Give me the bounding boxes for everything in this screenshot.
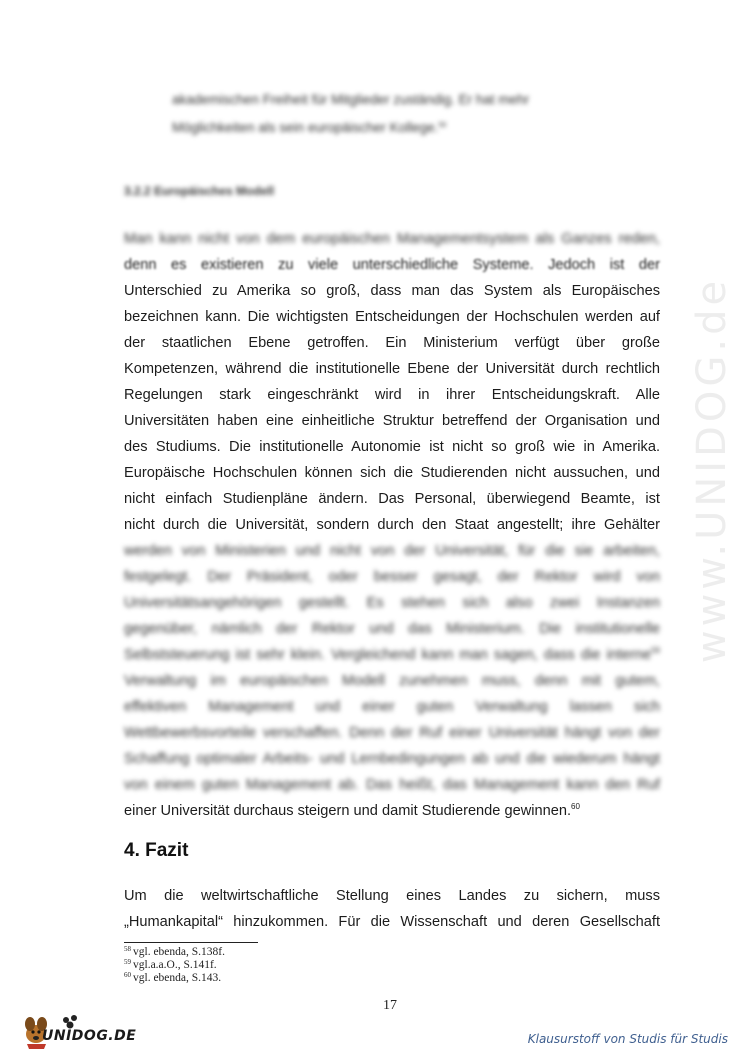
logo-text: UNIDOG.DE <box>42 1028 137 1044</box>
body-line: einer Universität durchaus steigern und damit Studierende gewinnen.$^{60}$ <box>124 802 580 819</box>
footnote-ref-59: 59 <box>651 646 660 655</box>
body-line: Universitätsangehörigen gestellt. Es stehen sich also zwei Instanzen <box>124 595 660 611</box>
body-line: bezeichnen kann. Die wichtigsten Entscheidungen der Hochschulen werden auf <box>124 309 660 325</box>
footnote-ref-58: 58 <box>438 122 447 129</box>
footnotes <box>124 946 225 985</box>
body-line: festgelegt. Der Präsident, oder besser gesagt, der Rektor wird von <box>124 569 660 585</box>
body-line: Um die weltwirtschaftliche Stellung eines Landes zu sichern, muss <box>124 888 660 904</box>
body-line: Europäische Hochschulen können sich die Studierenden nicht aussuchen, und <box>124 465 660 481</box>
footnote-59: $^{59}$ vgl.a.a.O., S.141f. <box>124 958 217 971</box>
body-line: nicht einfach Studienpläne ändern. Das Personal, überwiegend Beamte, ist <box>124 491 660 507</box>
intro-line-2: Möglichkeiten als sein europäischer Kollege.$^{58}$ <box>172 120 447 135</box>
page-number: 17 <box>383 998 397 1013</box>
footnote-60: $^{60}$ vgl. ebenda, S.143. <box>124 971 222 984</box>
body-line: Universitäten haben eine einheitliche Struktur betreffend der Organisation und <box>124 413 660 429</box>
body-line: Unterschied zu Amerika so groß, dass man das System als Europäisches <box>124 283 660 299</box>
body-line: nicht durch die Universität, sondern durch den Staat angestellt; ihre Gehälter <box>124 517 660 533</box>
body-line: des Studiums. Die institutionelle Autonomie ist nicht so groß wie in Amerika. <box>124 439 660 455</box>
body-line: von einem guten Management ab. Das heißt, das Management kann den Ruf <box>124 777 660 793</box>
footer-tagline: Klausurstoff von Studis für Studis <box>527 1032 728 1046</box>
body-line: Regelungen stark eingeschränkt wird in ihrer Entscheidungskraft. Alle <box>124 387 660 403</box>
footnote-58: $^{58}$ vgl. ebenda, S.138f. <box>124 945 225 958</box>
section-4-body <box>124 883 660 935</box>
section-3-2-2-body <box>124 226 660 824</box>
body-line: gegenüber, nämlich der Rektor und das Ministerium. Die institutionelle <box>124 621 660 637</box>
body-line: denn es existieren zu viele unterschiedliche Systeme. Jedoch ist der <box>124 257 660 273</box>
body-line: werden von Ministerien und nicht von der Universität, für die sie arbeiten, <box>124 543 660 559</box>
body-line: Man kann nicht von dem europäischen Managementsystem als Ganzes reden, <box>124 231 660 247</box>
section-heading-4: 4. Fazit <box>124 840 189 861</box>
intro-line-1: akademischen Freiheit für Mitglieder zuständig. Er hat mehr <box>172 92 530 107</box>
document-page: www.UNIDOG.de akademischen Freiheit für Mitglieder zuständig. Er hat mehr Möglichkeiten als sein europäischer Kollege.$^{58}$ 3.2.2 Europäisches Modell Man kann nicht von dem europäischen Managementsystem als Ganzes reden, denn es existieren zu viele unterschiedliche Systeme. Jedoch ist der Unterschied zu Amerika so groß, dass man das System als Europäisches bezeichnen kann. Die wichtigsten Entscheidungen der Hochschulen werden auf der staatlichen Ebene getroffen. Ein Ministerium verfügt über große Kompetenzen, während die institutionelle Ebene der Universität durch rechtlich Regelungen stark eingeschränkt wird in ihrer Entscheidungskraft. Alle Universitäten haben eine einheitliche Struktur betreffend der Organisation und des Studiums. Die institutionelle Autonomie ist nicht so groß wie in Amerika. Europäische Hochschulen können sich die Studierenden nicht aussuchen, und nicht einfach Studienpläne ändern. Das Personal, überwiegend Beamte, ist nicht durch die Universität, sondern durch den Staat angestellt; ihre Gehälter werden von Ministerien und nicht von der Universität, für die sie arbeiten, festgelegt. Der Präsident, oder besser gesagt, der Rektor wird von Universitätsangehörigen gestellt. Es stehen sich also zwei Instanzen gegenüber, nämlich der Rektor und das Ministerium. Die institutionelle Selbststeuerung ist sehr klein. Vergleichend kann man sagen, dass die interne$^{59}$ Verwaltung im europäischen Modell zunehmen muss, denn mit gutem, effektiven Management und einer guten Verwaltung lassen sich Wettbewerbsvorteile verschaffen. Denn der Ruf einer Universität hängt von der Schaffung optimaler Arbeits- und Lernbedingungen ab und die wiederum hängt von einem guten Management ab. Das heißt, das Management kann den Ruf einer Universität durchaus steigern und damit Studierende gewinnen.$^{60}$ 4. Fazit Um die weltwirtschaftliche Stellung eines Landes zu sichern, muss „Humankapital“ hinzukommen. Für die Wissenschaft und deren Gesellschaft $^{58}$ vgl. ebenda, S.138f. $^{59}$ vgl.a.a.O., S.141f. $^{60}$ vgl. ebenda, S.143. 17 UNIDOG.DE Klausurstoff von Studis für Studis <box>0 0 750 1060</box>
body-line: Selbststeuerung ist sehr klein. Vergleichend kann man sagen, dass die interne$^{59}$ <box>124 646 660 663</box>
footnote-ref-60: 60 <box>571 802 580 811</box>
body-line: Schaffung optimaler Arbeits- und Lernbedingungen ab und die wiederum hängt <box>124 751 660 767</box>
footnote-divider <box>124 942 258 943</box>
intro-paragraph <box>172 86 642 142</box>
body-line: Verwaltung im europäischen Modell zunehmen muss, denn mit gutem, <box>124 673 660 689</box>
body-line: „Humankapital“ hinzukommen. Für die Wissenschaft und deren Gesellschaft <box>124 914 660 930</box>
body-line: Kompetenzen, während die institutionelle Ebene der Universität durch rechtlich <box>124 361 660 377</box>
body-line: Wettbewerbsvorteile verschaffen. Denn der Ruf einer Universität hängt von der <box>124 725 660 741</box>
body-line: der staatlichen Ebene getroffen. Ein Ministerium verfügt über große <box>124 335 660 351</box>
body-line: effektiven Management und einer guten Verwaltung lassen sich <box>124 699 660 715</box>
section-heading-3-2-2: 3.2.2 Europäisches Modell <box>124 184 275 198</box>
